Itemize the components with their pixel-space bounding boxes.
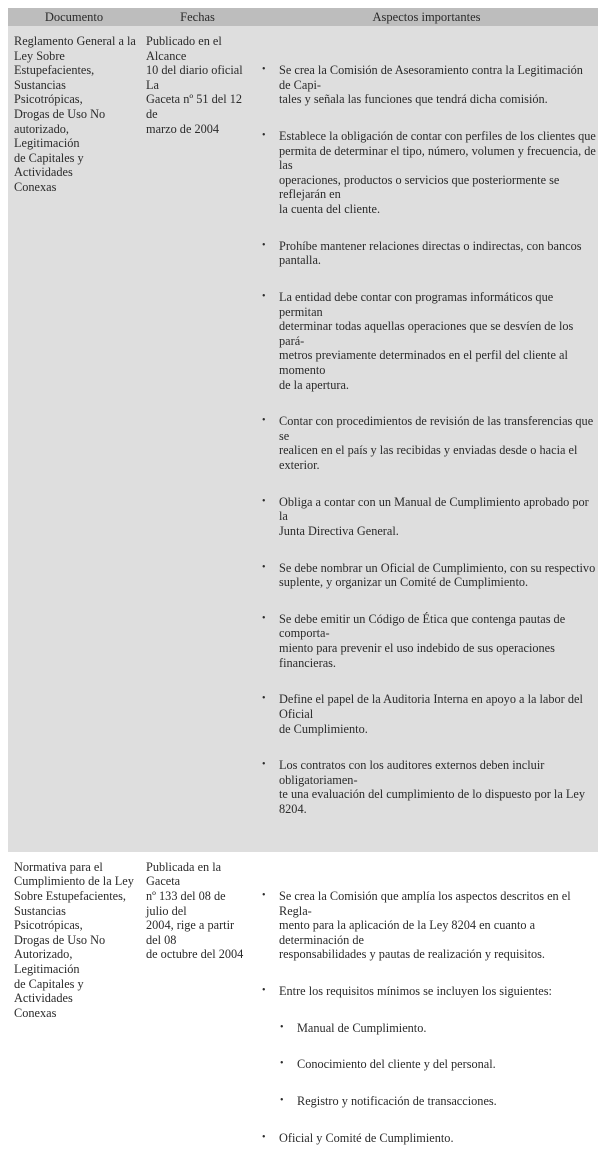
- list-item: • Establece la obligación de contar con perfiles de los clientes que permita de determinar el tipo, número, volumen y frecuencia, de las operaciones, productos o servicios que posteriormente se reflejarán en la cuenta del cliente.: [259, 129, 596, 217]
- list-item: • Se crea la Comisión de Asesoramiento contra la Legitimación de Capi- tales y señala las funciones que tendrá dicha comisión.: [259, 63, 596, 107]
- list-item: • Obliga a contar con un Manual de Cumplimiento aprobado por la Junta Directiva General.: [259, 495, 596, 539]
- fechas-cell: Publicada en la Gaceta nº 133 del 08 de julio del 2004, rige a partir del 08 de octubre del 2004: [140, 852, 255, 1162]
- aspectos-list: [259, 874, 596, 1160]
- sub-list-item: • Manual de Cumplimiento.: [259, 1021, 596, 1036]
- regulations-table: [8, 8, 598, 1162]
- aspectos-cell: [255, 852, 598, 1162]
- aspectos-cell: [255, 26, 598, 852]
- header-documento: Documento: [8, 8, 140, 26]
- sub-list-item: • Registro y notificación de transacciones.: [259, 1094, 596, 1109]
- list-item: • Se debe emitir un Código de Ética que contenga pautas de comporta- miento para prevenir el uso indebido de sus operaciones financieras.: [259, 612, 596, 670]
- documento-cell: Reglamento General a la Ley Sobre Estupefacientes, Sustancias Psicotrópicas, Drogas de Uso No autorizado, Legitimación de Capitales y Actividades Conexas: [8, 26, 140, 852]
- list-item: • La entidad debe contar con programas informáticos que permitan determinar todas aquellas operaciones que se desvíen de los pará- metros previamente determinados en el perfil del cliente al momento de la apertura.: [259, 290, 596, 392]
- documento-cell: Normativa para el Cumplimiento de la Ley Sobre Estupefacientes, Sustancias Psicotrópicas, Drogas de Uso No Autorizado, Legitimación de Capitales y Actividades Conexas: [8, 852, 140, 1162]
- list-item: • Los contratos con los auditores externos deben incluir obligatoriamen- te una evaluación del cumplimiento de lo dispuesto por la Ley 8204.: [259, 758, 596, 816]
- list-item: • Oficial y Comité de Cumplimiento.: [259, 1131, 596, 1146]
- list-item: • Se crea la Comisión que amplía los aspectos descritos en el Regla- mento para la aplicación de la Ley 8204 en cuanto a determinación de responsabilidades y pautas de realización y requisitos.: [259, 889, 596, 962]
- table-header-row: [8, 8, 598, 26]
- fechas-cell: Publicado en el Alcance 10 del diario oficial La Gaceta nº 51 del 12 de marzo de 2004: [140, 26, 255, 852]
- list-item: • Entre los requisitos mínimos se incluyen los siguientes:: [259, 984, 596, 999]
- list-item: • Prohíbe mantener relaciones directas o indirectas, con bancos pantalla.: [259, 239, 596, 268]
- list-item: • Define el papel de la Auditoria Interna en apoyo a la labor del Oficial de Cumplimiento.: [259, 692, 596, 736]
- header-fechas: Fechas: [140, 8, 255, 26]
- sub-list-item: • Conocimiento del cliente y del personal.: [259, 1057, 596, 1072]
- table-row: [8, 852, 598, 1162]
- table-row: [8, 26, 598, 852]
- list-item: • Contar con procedimientos de revisión de las transferencias que se realicen en el país y las recibidas y enviadas desde o hacia el exterior.: [259, 414, 596, 472]
- list-item: • Se debe nombrar un Oficial de Cumplimiento, con su respectivo suplente, y organizar un Comité de Cumplimiento.: [259, 561, 596, 590]
- header-aspectos: Aspectos importantes: [255, 8, 598, 26]
- aspectos-list: [259, 49, 596, 832]
